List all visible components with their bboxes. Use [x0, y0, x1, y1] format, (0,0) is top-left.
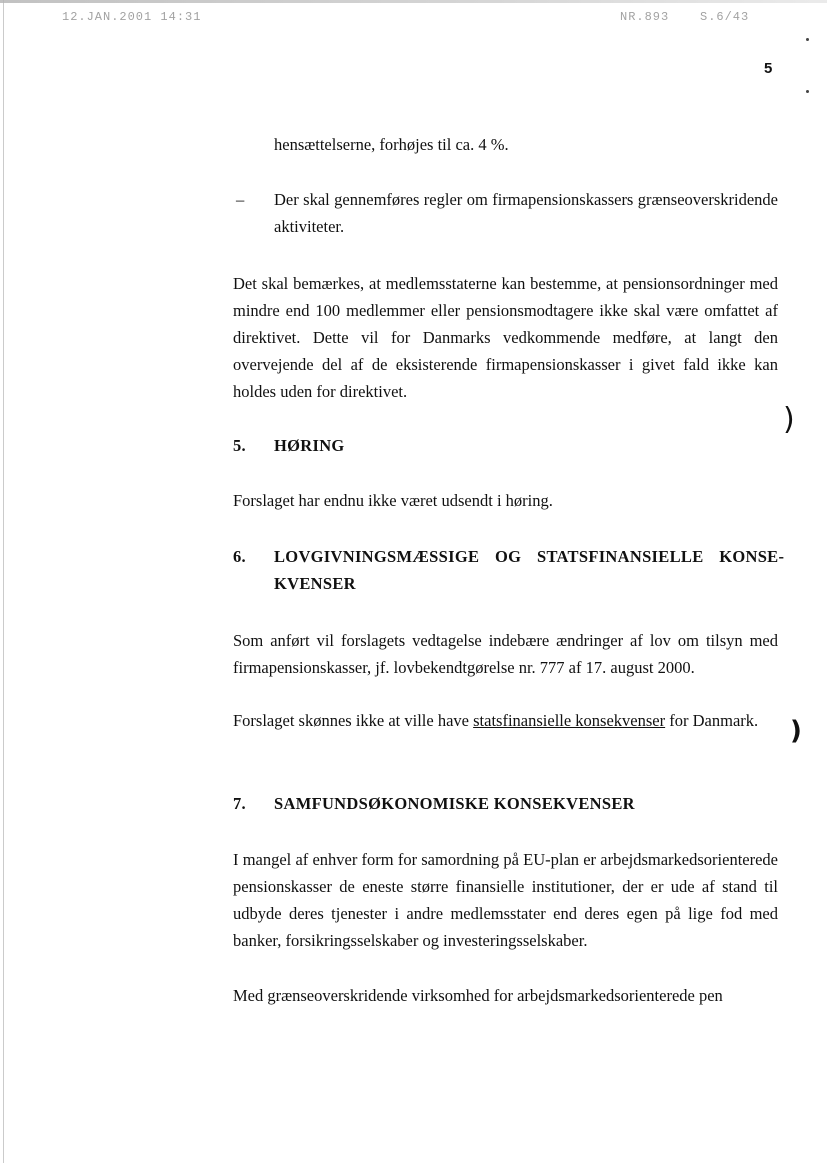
- fax-top-rule: [0, 0, 827, 3]
- scan-speck: [806, 90, 809, 93]
- paragraph-final-line: Med grænseoverskridende virksomhed for arbejdsmarkedsorienterede pen: [233, 986, 723, 1005]
- bullet-dash: –: [236, 190, 245, 209]
- paragraph-statsfinansiel: [233, 707, 778, 734]
- section-6-title: LOVGIVNINGSMÆSSIGE OG STATSFINANSIELLE KONSEKVENSER: [274, 547, 784, 593]
- paragraph-horing: Forslaget har endnu ikke været udsendt i høring.: [233, 491, 553, 510]
- scan-binding-mark-top: ): [783, 402, 795, 437]
- paragraph-statsfinansiel-start: Forslaget skønnes ikke at ville have: [233, 711, 474, 730]
- underlined-phrase: statsfinansielle konsekvenser: [473, 711, 666, 730]
- scan-left-edge: [3, 0, 4, 1163]
- page-number: 5: [764, 60, 773, 77]
- scan-speck: [806, 38, 809, 41]
- fax-header-page: S.6/43: [700, 10, 750, 24]
- paragraph-continuation: hensættelserne, forhøjes til ca. 4 %.: [274, 135, 509, 154]
- bullet-text: Der skal gennemføres regler om firmapensionskassers grænseoverskridende aktiviteter.: [274, 190, 778, 236]
- section-7-title: SAMFUNDSØKONOMISKE KONSEKVENSER: [274, 794, 635, 813]
- fax-header: [0, 6, 827, 26]
- paragraph-lovgivning: Som anført vil forslagets vedtagelse indebære ændringer af lov om tilsyn med firmapensionskasser, jf. lovbekendtgørelse nr. 777 af 17. august 2000.: [233, 631, 778, 677]
- section-5-title: HØRING: [274, 436, 345, 455]
- section-7-number: 7.: [233, 794, 246, 813]
- fax-header-datetime: 12.JAN.2001 14:31: [62, 10, 202, 24]
- paragraph-samfundsokonomi: I mangel af enhver form for samordning på EU-plan er arbejdsmarkedsorienterede pensionskasser de eneste større finansielle institutioner, der er ude af stand til udbyde deres tjenester i andre medlemsstater end deres egen på lige fod med banker, forsikringsselskaber og investeringsselskaber.: [233, 850, 778, 950]
- scan-binding-mark-bottom: ): [790, 716, 802, 746]
- section-6-number: 6.: [233, 547, 246, 566]
- fax-header-number: NR.893: [620, 10, 670, 24]
- paragraph-statsfinansiel-end: for Danmark.: [665, 711, 759, 730]
- paragraph-direktiv: Det skal bemærkes, at medlemsstaterne kan bestemme, at pensionsordninger med mindre end 100 medlemmer eller pensionsmodtagere ikke skal være omfattet af direktivet. Dette vil for Danmarks vedkommende medføre, at langt den overvejende del af de eksisterende firmapensionskasser i givet fald ikke kan holdes uden for direktivet.: [233, 274, 778, 401]
- section-5-number: 5.: [233, 436, 246, 455]
